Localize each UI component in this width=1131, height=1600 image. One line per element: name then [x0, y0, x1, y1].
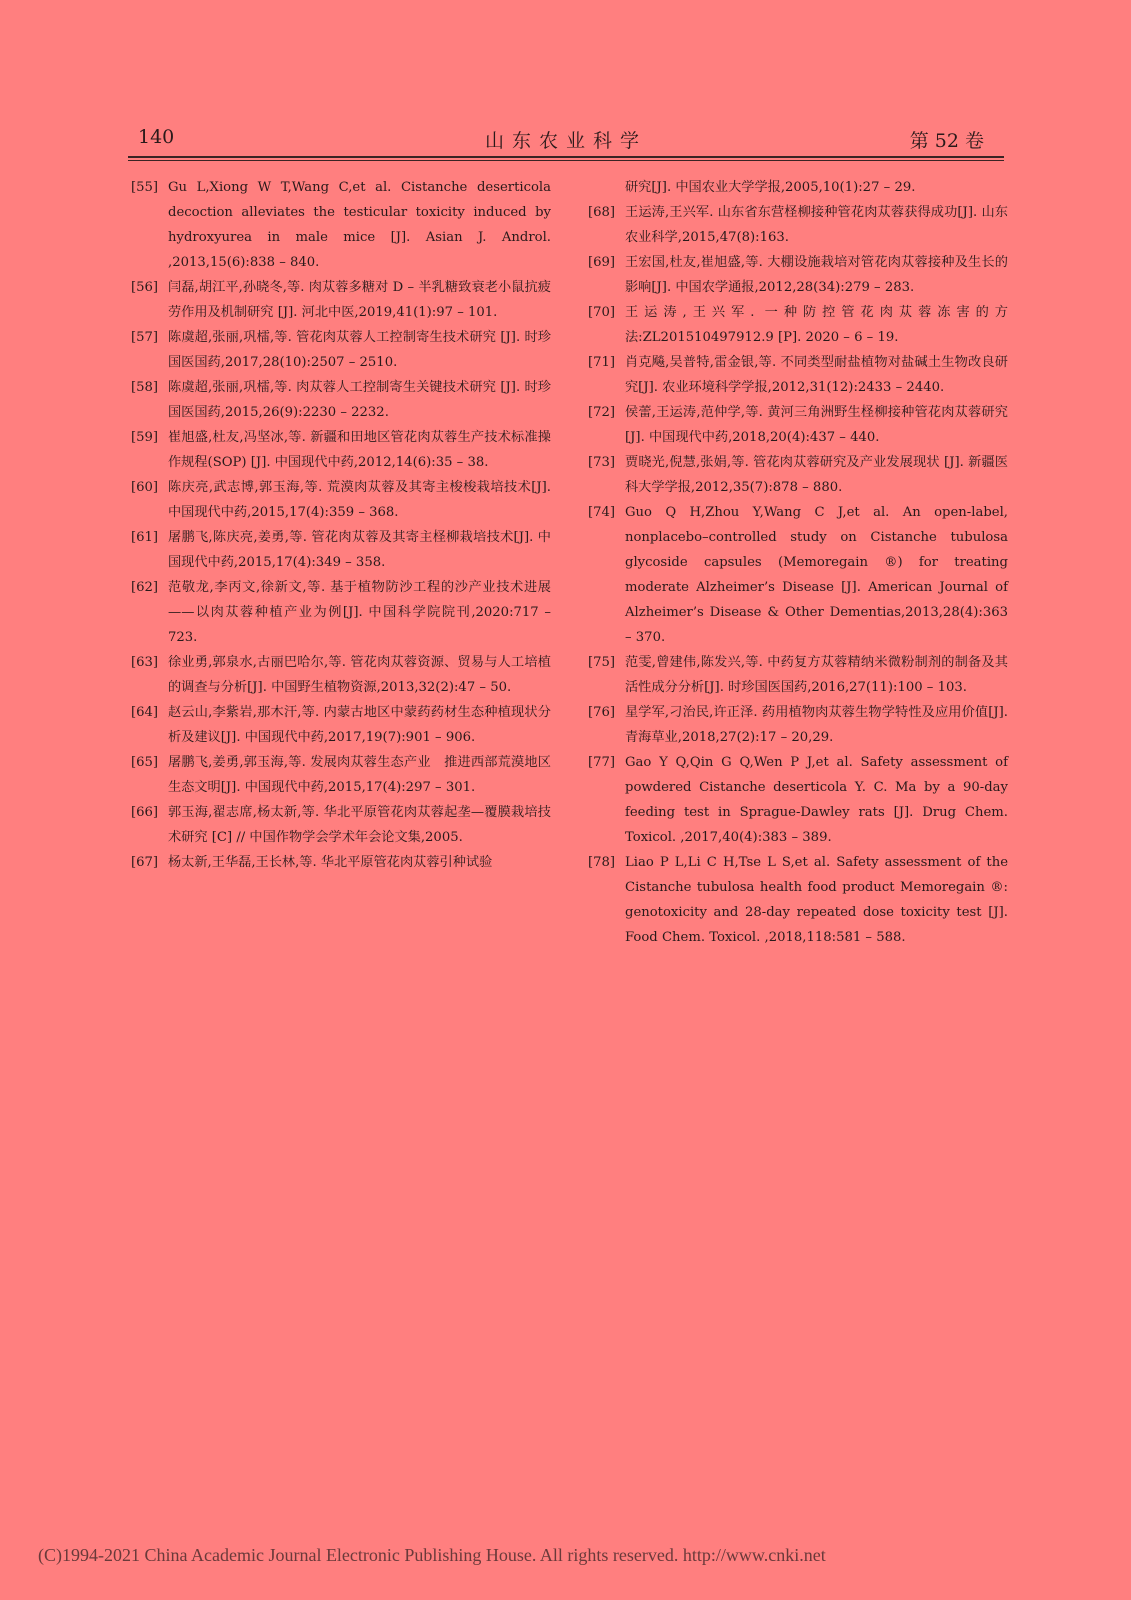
- reference-number: [72]: [588, 405, 616, 420]
- reference-item: [131, 575, 551, 650]
- reference-text: 崔旭盛,杜友,冯坚冰,等. 新疆和田地区管花肉苁蓉生产技术标准操作规程(SOP) [J]. 中国现代中药,2012,14(6):35 – 38.: [168, 430, 551, 470]
- reference-item-continued: [588, 175, 1008, 200]
- reference-text: 侯蕾,王运涛,范仲学,等. 黄河三角洲野生柽柳接种管花肉苁蓉研究[J]. 中国现代中药,2018,20(4):437 – 440.: [625, 405, 1008, 445]
- reference-item: [588, 300, 1008, 350]
- reference-text: 赵云山,李紫岩,那木汗,等. 内蒙古地区中蒙药药材生态种植现状分析及建议[J]. 中国现代中药,2017,19(7):901 – 906.: [168, 705, 551, 745]
- reference-item: [131, 800, 551, 850]
- page-header: [128, 126, 1004, 152]
- reference-text: 闫磊,胡江平,孙晓冬,等. 肉苁蓉多糖对 D – 半乳糖致衰老小鼠抗疲劳作用及机制研究 [J]. 河北中医,2019,41(1):97 – 101.: [168, 280, 551, 320]
- reference-text: 肖克飚,吴普特,雷金银,等. 不同类型耐盐植物对盐碱土生物改良研究[J]. 农业环境科学学报,2012,31(12):2433 – 2440.: [625, 355, 1008, 395]
- reference-item: [588, 500, 1008, 650]
- reference-number: [66]: [131, 805, 159, 820]
- reference-text: 研究[J]. 中国农业大学学报,2005,10(1):27 – 29.: [625, 180, 916, 195]
- reference-text: 王运涛,王兴军. 山东省东营柽柳接种管花肉苁蓉获得成功[J]. 山东农业科学,2015,47(8):163.: [625, 205, 1008, 245]
- reference-text: 屠鹏飞,姜勇,郭玉海,等. 发展肉苁蓉生态产业 推进西部荒漠地区生态文明[J]. 中国现代中药,2015,17(4):297 – 301.: [168, 755, 551, 795]
- reference-item: [588, 850, 1008, 950]
- reference-item: [588, 750, 1008, 850]
- reference-number: [60]: [131, 480, 159, 495]
- reference-item: [131, 650, 551, 700]
- reference-item: [131, 700, 551, 750]
- reference-text: Guo Q H,Zhou Y,Wang C J,et al. An open-label, nonplacebo–controlled study on Cistanche tubulosa glycoside capsules (Memoregain ®) for treating moderate Alzheimer’s Disease [J]. American Journal of Alzheimer’s Disease & Other Dementias,2013,28(4):363 – 370.: [625, 505, 1008, 645]
- reference-text: 星学军,刁治民,许正泽. 药用植物肉苁蓉生物学特性及应用价值[J]. 青海草业,2018,27(2):17 – 20,29.: [625, 705, 1008, 745]
- reference-text: 陈虞超,张丽,巩檑,等. 管花肉苁蓉人工控制寄生技术研究 [J]. 时珍国医国药,2017,28(10):2507 – 2510.: [168, 330, 551, 370]
- journal-title: 山东农业科学: [484, 130, 647, 152]
- header-rule: [128, 156, 1004, 158]
- reference-number: [62]: [131, 580, 159, 595]
- reference-number: [58]: [131, 380, 159, 395]
- reference-number: [77]: [588, 755, 616, 770]
- copyright-footer: (C)1994-2021 China Academic Journal Electronic Publishing House. All rights reserved. http://www.cnki.net: [38, 1545, 826, 1565]
- reference-text: 王宏国,杜友,崔旭盛,等. 大棚设施栽培对管花肉苁蓉接种及生长的影响[J]. 中国农学通报,2012,28(34):279 – 283.: [625, 255, 1008, 295]
- reference-number: [63]: [131, 655, 159, 670]
- reference-text: 王运涛,王兴军. 一种防控管花肉苁蓉冻害的方法:ZL201510497912.9 [P]. 2020 – 6 – 19.: [625, 305, 1008, 345]
- reference-number: [67]: [131, 855, 159, 870]
- header-rule-thin: [128, 160, 1004, 161]
- reference-number: [68]: [588, 205, 616, 220]
- reference-number: [65]: [131, 755, 159, 770]
- reference-text: 杨太新,王华磊,王长林,等. 华北平原管花肉苁蓉引种试验: [168, 855, 493, 870]
- reference-number: [73]: [588, 455, 616, 470]
- reference-number: [71]: [588, 355, 616, 370]
- left-column: [131, 175, 551, 875]
- right-column: [588, 175, 1008, 950]
- reference-number: [74]: [588, 505, 616, 520]
- reference-text: 郭玉海,翟志席,杨太新,等. 华北平原管花肉苁蓉起垄—覆膜栽培技术研究 [C] // 中国作物学会学术年会论文集,2005.: [168, 805, 551, 845]
- reference-item: [131, 525, 551, 575]
- reference-item: [588, 350, 1008, 400]
- reference-number: [56]: [131, 280, 159, 295]
- reference-number: [70]: [588, 305, 616, 320]
- reference-number: [78]: [588, 855, 616, 870]
- reference-number: [57]: [131, 330, 159, 345]
- reference-number: [61]: [131, 530, 159, 545]
- reference-item: [131, 175, 551, 275]
- reference-text: 屠鹏飞,陈庆亮,姜勇,等. 管花肉苁蓉及其寄主柽柳栽培技术[J]. 中国现代中药,2015,17(4):349 – 358.: [168, 530, 551, 570]
- reference-item: [131, 275, 551, 325]
- reference-item: [588, 450, 1008, 500]
- reference-text: 陈虞超,张丽,巩檑,等. 肉苁蓉人工控制寄生关键技术研究 [J]. 时珍国医国药,2015,26(9):2230 – 2232.: [168, 380, 551, 420]
- reference-text: Gu L,Xiong W T,Wang C,et al. Cistanche deserticola decoction alleviates the testicular toxicity induced by hydroxyurea in male mice [J]. Asian J. Androl. ,2013,15(6):838 – 840.: [168, 180, 551, 270]
- reference-item: [588, 650, 1008, 700]
- reference-text: Liao P L,Li C H,Tse L S,et al. Safety assessment of the Cistanche tubulosa health food product Memoregain ®: genotoxicity and 28-day repeated dose toxicity test [J]. Food Chem. Toxicol. ,2018,118:581 – 588.: [625, 855, 1008, 945]
- reference-number: [55]: [131, 180, 159, 195]
- reference-item: [131, 325, 551, 375]
- page-number: 140: [138, 126, 175, 148]
- reference-item: [131, 850, 551, 875]
- reference-item: [588, 200, 1008, 250]
- reference-text: 范敬龙,李丙文,徐新文,等. 基于植物防沙工程的沙产业技术进展——以肉苁蓉种植产业为例[J]. 中国科学院院刊,2020:717 – 723.: [168, 580, 551, 645]
- reference-item: [131, 750, 551, 800]
- reference-item: [588, 700, 1008, 750]
- volume-label: 第 52 卷: [909, 130, 984, 152]
- reference-text: 范雯,曾建伟,陈发兴,等. 中药复方苁蓉精纳米微粉制剂的制备及其活性成分分析[J]. 时珍国医国药,2016,27(11):100 – 103.: [625, 655, 1008, 695]
- reference-number: [75]: [588, 655, 616, 670]
- reference-number: [76]: [588, 705, 616, 720]
- reference-item: [131, 425, 551, 475]
- reference-text: 贾晓光,倪慧,张娟,等. 管花肉苁蓉研究及产业发展现状 [J]. 新疆医科大学学报,2012,35(7):878 – 880.: [625, 455, 1008, 495]
- reference-number: [64]: [131, 705, 159, 720]
- reference-number: [59]: [131, 430, 159, 445]
- reference-text: 徐业勇,郭泉水,古丽巴哈尔,等. 管花肉苁蓉资源、贸易与人工培植的调查与分析[J]. 中国野生植物资源,2013,32(2):47 – 50.: [168, 655, 551, 695]
- reference-number: [69]: [588, 255, 616, 270]
- reference-item: [131, 475, 551, 525]
- reference-item: [588, 400, 1008, 450]
- reference-item: [588, 250, 1008, 300]
- reference-item: [131, 375, 551, 425]
- reference-text: Gao Y Q,Qin G Q,Wen P J,et al. Safety assessment of powdered Cistanche deserticola Y. C. Ma by a 90-day feeding test in Sprague-Dawley rats [J]. Drug Chem. Toxicol. ,2017,40(4):383 – 389.: [625, 755, 1008, 845]
- reference-text: 陈庆亮,武志博,郭玉海,等. 荒漠肉苁蓉及其寄主梭梭栽培技术[J]. 中国现代中药,2015,17(4):359 – 368.: [168, 480, 551, 520]
